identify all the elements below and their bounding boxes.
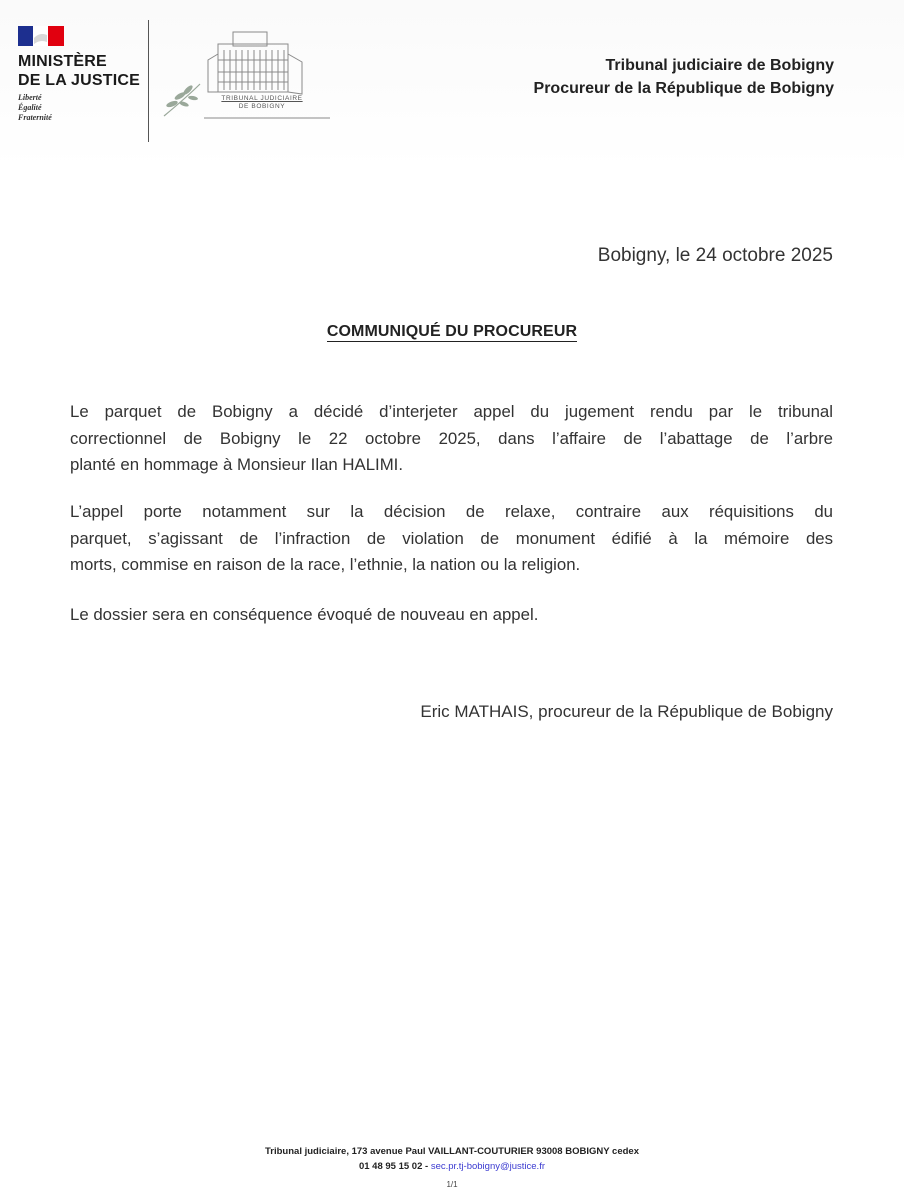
paragraph-line: planté en hommage à Monsieur Ilan HALIMI. bbox=[70, 455, 404, 474]
issuer-prosecutor: Procureur de la République de Bobigny bbox=[533, 80, 834, 97]
paragraph-appeal bbox=[70, 399, 833, 479]
footer-contact bbox=[0, 1159, 904, 1174]
issuer-heading bbox=[534, 54, 834, 100]
ministry-name bbox=[18, 52, 140, 90]
tribunal-logo-line1: TRIBUNAL JUDICIAIRE bbox=[221, 95, 303, 102]
paragraph-line: Le dossier sera en conséquence évoqué de nouveau en appel. bbox=[70, 605, 539, 624]
paragraph-line: L’appel porte notamment sur la décision de relaxe, contraire aux réquisitions du bbox=[70, 502, 833, 521]
issuer-court: Tribunal judiciaire de Bobigny bbox=[605, 57, 834, 74]
footer-phone: 01 48 95 15 02 - bbox=[358, 1161, 431, 1172]
motto-fraternite: Fraternité bbox=[18, 113, 52, 122]
paragraph-line: correctionnel de Bobigny le 22 octobre 2025, dans l’affaire de l’abattage de l’arbre bbox=[70, 428, 833, 448]
header-divider bbox=[148, 20, 149, 142]
motto-egalite: Égalité bbox=[18, 103, 42, 112]
motto-liberte: Liberté bbox=[18, 93, 42, 102]
footer-address: Tribunal judiciaire, 173 avenue Paul VAILLANT-COUTURIER 93008 BOBIGNY cedex bbox=[265, 1146, 639, 1157]
signature: Eric MATHAIS, procureur de la République de Bobigny bbox=[420, 702, 833, 721]
document-title bbox=[0, 323, 904, 341]
paragraph-scope bbox=[70, 499, 833, 579]
tribunal-logo-text bbox=[204, 95, 320, 111]
paragraph-conclusion bbox=[70, 602, 833, 629]
french-flag-icon bbox=[18, 26, 64, 46]
page-number: 1/1 bbox=[446, 1180, 458, 1189]
tribunal-logo-line2: DE BOBIGNY bbox=[238, 103, 286, 110]
paragraph-line: Le parquet de Bobigny a décidé d’interjeter appel du jugement rendu par le tribunal bbox=[70, 402, 833, 421]
document-title-text: COMMUNIQUÉ DU PROCUREUR bbox=[326, 323, 578, 340]
footer-email-link[interactable]: sec.pr.tj-bobigny@justice.fr bbox=[430, 1161, 546, 1172]
paragraph-line: morts, commise en raison de la race, l’ethnie, la nation ou la religion. bbox=[70, 555, 581, 574]
paragraph-line: parquet, s’agissant de l’infraction de violation de monument édifié à la mémoire des bbox=[70, 528, 833, 548]
ministry-name-line2: DE LA JUSTICE bbox=[18, 72, 141, 89]
ministry-name-line1: MINISTÈRE bbox=[18, 53, 107, 70]
republic-motto bbox=[18, 93, 52, 123]
footer bbox=[0, 1144, 904, 1192]
document-date: Bobigny, le 24 octobre 2025 bbox=[597, 245, 833, 266]
